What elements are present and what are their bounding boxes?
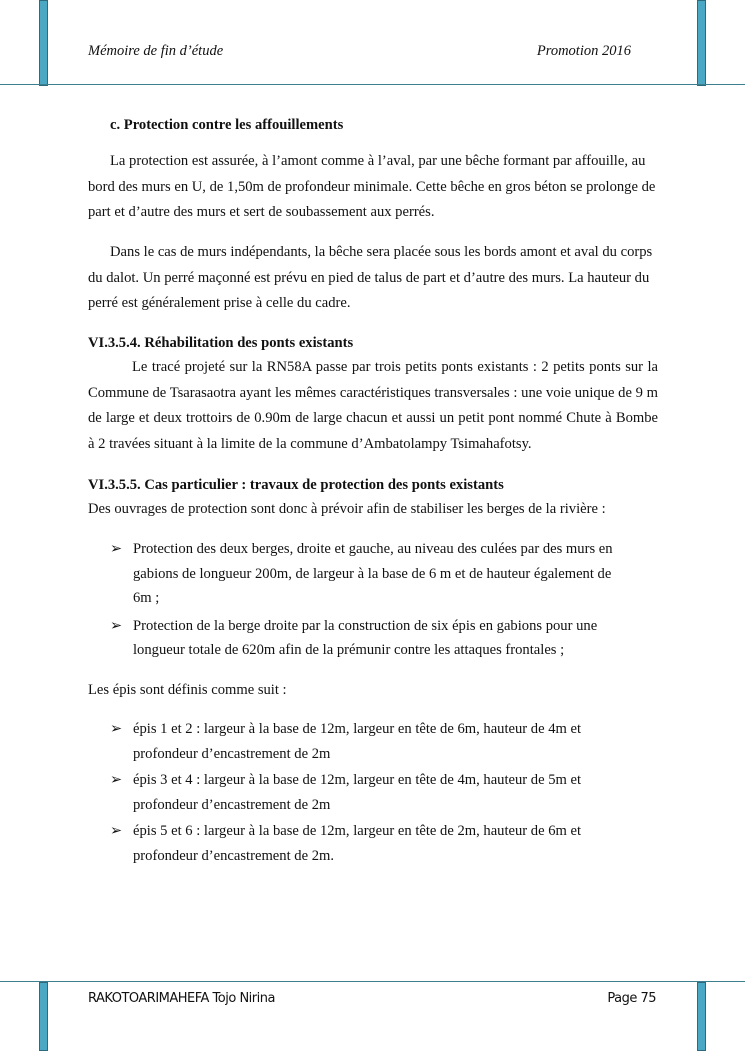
arrow-bullet-icon: ➢: [110, 721, 123, 737]
arrow-bullet-icon: ➢: [110, 772, 123, 788]
header-title: Mémoire de fin d’étude: [88, 43, 224, 59]
protection-list: [88, 537, 633, 663]
footer-right-bar: [697, 982, 706, 1051]
list-item: [88, 768, 633, 817]
list-item-text: Protection des deux berges, droite et gauche, au niveau des culées par des murs en gabions de longueur 200m, de largeur à la base de 6 m et de hauteur également de 6m ;: [133, 541, 613, 606]
list-item: [88, 819, 633, 868]
list-item: [88, 717, 633, 766]
heading: VI.3.5.5. Cas particulier : travaux de protection des ponts existants: [88, 477, 504, 493]
paragraph: Le tracé projeté sur la RN58A passe par trois petits ponts existants : 2 petits ponts sur la Commune de Tsarasaotra ayant les mêmes caractéristiques transversales : une voie unique de 9 m de large et deux trottoirs de 0.90m de large chacun et aussi un petit pont nommé Chute à Bombe à 2 travées situant à la limite de la commune d’Ambatolampy Tsimahafotsy.: [88, 359, 658, 452]
arrow-bullet-icon: ➢: [110, 541, 123, 557]
paragraph: Dans le cas de murs indépendants, la bêche sera placée sous les bords amont et aval du corps du dalot. Un perré maçonné est prévu en pied de talus de part et d’autre des murs. La hauteur du perré est généralement prise à celle du cadre.: [88, 244, 653, 311]
paragraph: Les épis sont définis comme suit :: [88, 682, 287, 698]
header-right-bar: [697, 0, 706, 86]
header-divider: [0, 84, 745, 85]
list-item-text: Protection de la berge droite par la construction de six épis en gabions pour une longueur totale de 620m afin de la prémunir contre les attaques frontales ;: [133, 617, 598, 658]
list-item: [88, 614, 633, 663]
list-item-text: épis 5 et 6 : largeur à la base de 12m, largeur en tête de 2m, hauteur de 6m et profondeur d’encastrement de 2m.: [133, 823, 582, 864]
footer-left-bar: [39, 982, 48, 1051]
footer-divider: [0, 981, 745, 982]
section-c-title: [110, 113, 680, 139]
header-left-bar: [39, 0, 48, 86]
page-number: Page 75: [607, 991, 656, 1006]
heading: VI.3.5.4. Réhabilitation des ponts existants: [88, 335, 354, 351]
arrow-bullet-icon: ➢: [110, 617, 123, 634]
list-item: [88, 537, 633, 611]
list-item-text: épis 3 et 4 : largeur à la base de 12m, largeur en tête de 4m, hauteur de 5m et profondeur d’encastrement de 2m: [133, 772, 582, 813]
list-item-text: épis 1 et 2 : largeur à la base de 12m, largeur en tête de 6m, hauteur de 4m et profondeur d’encastrement de 2m: [133, 721, 582, 762]
header-promotion: Promotion 2016: [536, 43, 631, 59]
epis-list: [88, 717, 633, 868]
arrow-bullet-icon: ➢: [110, 823, 123, 839]
footer-author: RAKOTOARIMAHEFA Tojo Nirina: [88, 991, 275, 1006]
section-4-title: [88, 331, 658, 357]
paragraph: Des ouvrages de protection sont donc à prévoir afin de stabiliser les berges de la rivière :: [88, 501, 606, 517]
section-5-title: [88, 473, 658, 499]
heading: c. Protection contre les affouillements: [110, 117, 344, 133]
paragraph: La protection est assurée, à l’amont comme à l’aval, par une bêche formant par affouille, au bord des murs en U, de 1,50m de profondeur minimale. Cette bêche en gros béton se prolonge de part et d’autre des murs et sert de soubassement aux perrés.: [88, 153, 656, 220]
